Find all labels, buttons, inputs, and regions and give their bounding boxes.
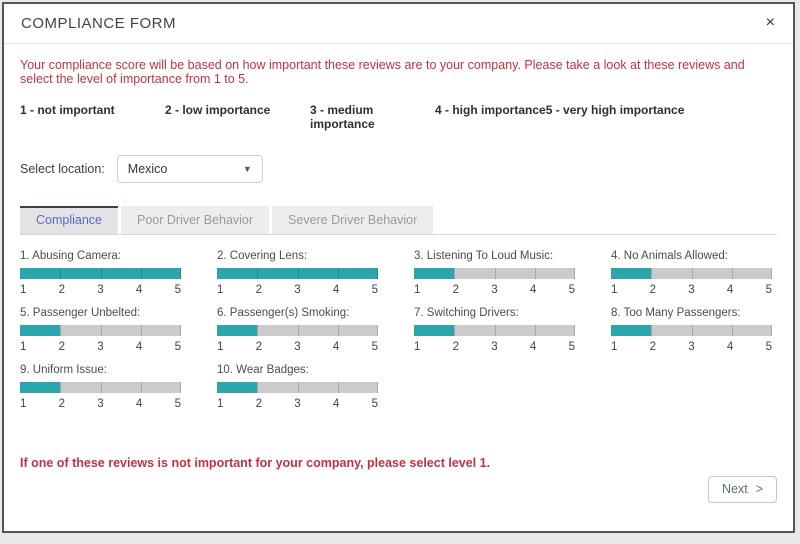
slider-scale-number: 1 (217, 398, 224, 410)
slider-scale-number: 1 (414, 284, 421, 296)
chevron-down-icon: ▼ (242, 164, 252, 174)
slider-scale-number: 5 (371, 341, 378, 353)
slider-tick (257, 268, 258, 279)
slider-scale (611, 284, 772, 296)
slider-scale-number: 5 (568, 341, 575, 353)
location-label: Select location: (20, 162, 105, 176)
tab[interactable]: Severe Driver Behavior (272, 206, 433, 234)
slider-tick (535, 268, 536, 279)
slider-tick (257, 325, 258, 336)
slider-scale-number: 5 (174, 284, 181, 296)
slider-scale (20, 398, 181, 410)
sliders-grid (20, 250, 777, 410)
slider-scale-number: 1 (611, 284, 618, 296)
slider-scale (20, 284, 181, 296)
slider-tick (101, 382, 102, 393)
slider-tick (771, 268, 772, 279)
slider-tick (298, 382, 299, 393)
legend-item: 3 - medium importance (310, 103, 375, 131)
slider-tick (377, 268, 378, 279)
slider-tick (180, 268, 181, 279)
slider-scale-number: 2 (58, 398, 66, 410)
slider-tick (771, 325, 772, 336)
dialog-content (4, 58, 793, 544)
location-row (20, 155, 777, 183)
slider-tick (338, 325, 339, 336)
slider-label: 3. Listening To Loud Music: (414, 250, 554, 262)
slider-scale-number: 1 (414, 341, 421, 353)
slider-label: 5. Passenger Unbelted: (20, 307, 141, 319)
legend-item: 5 - very high importance (545, 103, 685, 117)
slider-scale-number: 2 (255, 398, 263, 410)
slider-group (217, 250, 378, 296)
slider-scale-number: 3 (97, 398, 104, 410)
slider-scale-number: 4 (726, 341, 734, 353)
slider-scale-number: 3 (97, 341, 104, 353)
slider-scale-number: 2 (649, 341, 657, 353)
slider-scale-number: 3 (688, 284, 695, 296)
slider-scale-number: 2 (452, 341, 460, 353)
slider-tick (180, 325, 181, 336)
slider-scale-number: 2 (58, 284, 66, 296)
slider-group (20, 250, 181, 296)
slider-group (217, 364, 378, 410)
slider-tick (574, 325, 575, 336)
next-button[interactable] (708, 476, 777, 503)
slider-track[interactable] (20, 268, 181, 279)
legend-item: 1 - not important (20, 103, 115, 117)
slider-scale-number: 5 (765, 284, 772, 296)
slider-track[interactable] (611, 268, 772, 279)
slider-scale-number: 3 (688, 341, 695, 353)
slider-track[interactable] (217, 325, 378, 336)
slider-group (20, 364, 181, 410)
slider-fill (20, 325, 60, 336)
slider-tick (180, 382, 181, 393)
slider-tick (377, 325, 378, 336)
slider-scale-number: 2 (452, 284, 460, 296)
slider-label: 10. Wear Badges: (217, 364, 309, 376)
slider-scale-number: 4 (529, 341, 537, 353)
slider-group (217, 307, 378, 353)
slider-scale-number: 5 (568, 284, 575, 296)
slider-scale (217, 398, 378, 410)
slider-fill (611, 268, 651, 279)
slider-tick (60, 382, 61, 393)
slider-tick (141, 268, 142, 279)
slider-track[interactable] (217, 268, 378, 279)
tab-bar (20, 206, 777, 235)
slider-group (611, 307, 772, 353)
slider-group (414, 307, 575, 353)
chevron-right-icon: > (755, 482, 763, 496)
slider-tick (732, 268, 733, 279)
slider-scale-number: 4 (332, 398, 340, 410)
slider-scale-number: 2 (649, 284, 657, 296)
slider-tick (60, 325, 61, 336)
slider-scale-number: 2 (255, 341, 263, 353)
slider-tick (454, 268, 455, 279)
slider-scale (217, 341, 378, 353)
slider-track[interactable] (414, 325, 575, 336)
slider-scale (414, 341, 575, 353)
slider-fill (20, 382, 60, 393)
slider-scale-number: 1 (217, 284, 224, 296)
slider-track[interactable] (414, 268, 575, 279)
tab[interactable]: Compliance (20, 206, 118, 234)
slider-tick (338, 268, 339, 279)
slider-tick (495, 325, 496, 336)
slider-scale-number: 1 (20, 284, 27, 296)
intro-text: Your compliance score will be based on how important these reviews are to your company. Please take a look at these reviews and select the level of importance from 1 to 5. (20, 58, 745, 86)
slider-scale-number: 3 (491, 341, 498, 353)
slider-tick (257, 382, 258, 393)
slider-scale-number: 5 (765, 341, 772, 353)
slider-tick (101, 325, 102, 336)
slider-tick (101, 268, 102, 279)
location-dropdown[interactable] (117, 155, 263, 183)
slider-scale-number: 4 (726, 284, 734, 296)
slider-tick (60, 268, 61, 279)
slider-track[interactable] (20, 382, 181, 393)
next-button-label: Next (721, 482, 748, 496)
importance-legend (20, 103, 777, 131)
location-selected-value: Mexico (127, 162, 168, 176)
slider-track[interactable] (611, 325, 772, 336)
slider-tick (692, 268, 693, 279)
slider-tick (141, 382, 142, 393)
slider-label: 1. Abusing Camera: (20, 250, 122, 262)
slider-tick (535, 325, 536, 336)
note-text: If one of these reviews is not important for your company, please select level 1. (20, 456, 491, 470)
slider-scale-number: 1 (20, 341, 27, 353)
slider-scale-number: 4 (135, 398, 143, 410)
slider-tick (574, 268, 575, 279)
slider-tick (141, 325, 142, 336)
slider-scale-number: 4 (332, 284, 340, 296)
slider-fill (611, 325, 651, 336)
slider-tick (298, 268, 299, 279)
slider-tick (732, 325, 733, 336)
slider-group (20, 307, 181, 353)
slider-group (611, 250, 772, 296)
slider-scale-number: 3 (294, 398, 301, 410)
compliance-form-dialog (2, 2, 795, 533)
slider-scale-number: 1 (20, 398, 27, 410)
slider-scale (20, 341, 181, 353)
slider-tick (692, 325, 693, 336)
slider-scale-number: 5 (174, 398, 181, 410)
close-icon[interactable]: × (765, 14, 775, 31)
slider-scale-number: 5 (174, 341, 181, 353)
slider-scale (611, 341, 772, 353)
slider-scale-number: 2 (58, 341, 66, 353)
slider-fill (217, 382, 257, 393)
dialog-title: COMPLIANCE FORM (21, 15, 177, 32)
slider-track[interactable] (217, 382, 378, 393)
slider-tick (495, 268, 496, 279)
slider-scale-number: 1 (611, 341, 618, 353)
slider-fill (414, 325, 454, 336)
slider-fill (414, 268, 454, 279)
slider-label: 7. Switching Drivers: (414, 307, 519, 319)
slider-tick (377, 382, 378, 393)
slider-label: 8. Too Many Passengers: (611, 307, 741, 319)
slider-track[interactable] (20, 325, 181, 336)
slider-scale-number: 4 (332, 341, 340, 353)
slider-fill (217, 325, 257, 336)
slider-scale (217, 284, 378, 296)
slider-scale-number: 3 (491, 284, 498, 296)
slider-scale-number: 4 (135, 341, 143, 353)
slider-scale-number: 5 (371, 398, 378, 410)
slider-tick (651, 325, 652, 336)
slider-scale-number: 3 (294, 284, 301, 296)
slider-scale-number: 4 (529, 284, 537, 296)
slider-label: 4. No Animals Allowed: (611, 250, 728, 262)
slider-scale-number: 1 (217, 341, 224, 353)
slider-label: 9. Uniform Issue: (20, 364, 107, 376)
legend-item: 2 - low importance (165, 103, 271, 117)
slider-group (414, 250, 575, 296)
legend-item: 4 - high importance (435, 103, 546, 117)
slider-tick (298, 325, 299, 336)
slider-scale-number: 5 (371, 284, 378, 296)
slider-scale-number: 4 (135, 284, 143, 296)
slider-tick (338, 382, 339, 393)
slider-scale-number: 3 (97, 284, 104, 296)
slider-label: 6. Passenger(s) Smoking: (217, 307, 350, 319)
slider-scale (414, 284, 575, 296)
dialog-header (4, 4, 793, 44)
slider-scale-number: 3 (294, 341, 301, 353)
tab[interactable]: Poor Driver Behavior (121, 206, 269, 234)
slider-tick (651, 268, 652, 279)
slider-label: 2. Covering Lens: (217, 250, 308, 262)
slider-scale-number: 2 (255, 284, 263, 296)
slider-tick (454, 325, 455, 336)
